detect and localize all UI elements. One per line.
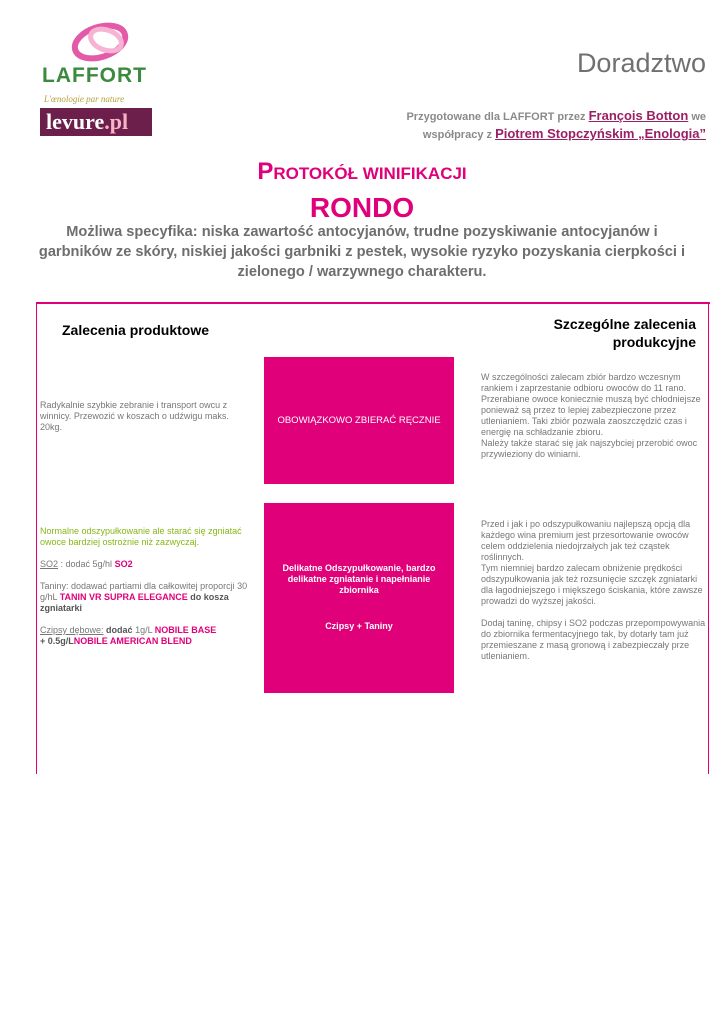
- taniny-text: Taniny: dodawać partiami dla całkowitej proporcji 30 g/hL: [40, 581, 248, 602]
- czipsy-plus: + 0.5g/L: [40, 636, 74, 646]
- row1-right-p2: Należy także starać się jak najszybciej przerobić owoc przywieziony do winiarni.: [481, 438, 698, 459]
- row1-step-label: OBOWIĄZKOWO ZBIERAĆ RĘCZNIE: [277, 415, 441, 426]
- row2-step-box: [264, 503, 454, 693]
- so2-text: : dodać 5g/hl: [58, 559, 115, 569]
- row2-step-label: Delikatne Odszypułkowanie, bardzo delikatne zgniatanie i napełnianie zbiornika: [282, 563, 436, 595]
- column-header-product: Zalecenia produktowe: [62, 322, 210, 338]
- laffort-logo: [40, 18, 158, 110]
- laffort-tagline: L'œnologie par nature: [44, 94, 125, 104]
- document-title: [0, 158, 724, 186]
- cooperation-line: [423, 126, 706, 141]
- author-link-stopczynski[interactable]: Piotrem Stopczyńskim „Enologia”: [495, 126, 706, 141]
- levure-wordmark: [46, 109, 128, 135]
- row2-right-p3: Dodaj taninę, chipsy i SO2 podczas przepompowywania do zbiornika fermentacyjnego tak, by dotarły tam już przemieszane z masą gronową i zabezpieczały prze utlenianiem.: [481, 618, 706, 661]
- row1-right-p1: W szczególności zalecam zbiór bardzo wczesnym rankiem i zaprzestanie odbioru owoców do 11 rano. Przerabiane owoce koniecznie muszą być chłodniejsze ponieważ są przez to lepiej zabezpieczone przez utlenianiem. Taki zbiór pozwala zaoszczędzić czas i energię na schładzanie zbioru.: [481, 372, 701, 437]
- row1-left-text: Radykalnie szybkie zebranie i transport owcu z winnicy. Przewozić w koszach o udźwigu maks. 20kg.: [40, 400, 229, 432]
- prepared-prefix: Przygotowane dla LAFFORT przez: [406, 111, 589, 123]
- czipsy-product2: NOBILE AMERICAN BLEND: [73, 636, 192, 646]
- taniny-product: TANIN VR SUPRA ELEGANCE: [59, 592, 188, 602]
- author-link-botton[interactable]: François Botton: [588, 108, 689, 123]
- row2-right-p1: Przed i jak i po odszypułkowaniu najlepszą opcją dla każdego wina premium jest przesortowanie owoców celem oddzielenia niedojrzałych jak też cząstek roślinnych.: [481, 519, 691, 562]
- czipsy-label: Czipsy dębowe:: [40, 625, 104, 635]
- taniny-suffix: do kosza zgniatarki: [40, 592, 229, 613]
- row1-step-box: [264, 357, 454, 484]
- prepared-line: [406, 108, 706, 123]
- so2-product: SO2: [114, 559, 133, 569]
- levure-logo: [40, 108, 152, 136]
- levure-suffix: .pl: [104, 109, 129, 134]
- prepared-mid: we: [688, 111, 706, 123]
- row2-product-advice: [40, 526, 250, 647]
- row1-product-advice: [40, 400, 240, 433]
- coop-prefix: współpracy z: [422, 129, 496, 141]
- row2-so2-line: [40, 559, 250, 570]
- row2-right-p2: Tym niemniej bardzo zalecam obniżenie prędkości odszypułkowania jak też rozsunięcie szczęk zgniatarki dla łagodniejszego i miększego ściskania, które zawsze prowadzi do wyższej jakości.: [481, 563, 703, 606]
- row2-left-green: Normalne odszypułkowanie ale starać się zgniatać owoce bardziej ostrożnie niż zazwyczaj.: [40, 526, 242, 547]
- row1-production-advice: [481, 372, 709, 460]
- section-title: Doradztwo: [576, 48, 706, 78]
- row2-taniny-line: [40, 581, 250, 614]
- czipsy-add: dodać: [103, 625, 136, 635]
- row2-production-advice: [481, 519, 709, 662]
- laffort-wordmark: LAFFORT: [42, 64, 147, 87]
- document-subtitle: RONDO: [309, 192, 415, 223]
- row2-step-sub: Czipsy + Taniny: [325, 621, 393, 631]
- title-rest: ROTOKÓŁ WINIFIKACJI: [273, 164, 467, 183]
- column-header-production: Szczególne zalecenia produkcyjne: [553, 316, 696, 350]
- specificity-text: Możliwa specyfika: niska zawartość antocyjanów, trudne pozyskiwanie antocyjanów i garbników ze skóry, niskiej jakości garbniki z pestek, wysokie ryzyko pozyskania cierpkości i zielonego / warzywnego charakteru.: [38, 224, 686, 280]
- row2-czipsy-line: [40, 625, 250, 647]
- frame-left-border: [36, 304, 37, 774]
- czipsy-dose: 1g/L: [135, 625, 155, 635]
- czipsy-product1: NOBILE BASE: [154, 625, 217, 635]
- so2-label: SO2: [40, 559, 59, 569]
- title-first-letter: P: [257, 158, 274, 185]
- levure-main: levure: [46, 109, 105, 134]
